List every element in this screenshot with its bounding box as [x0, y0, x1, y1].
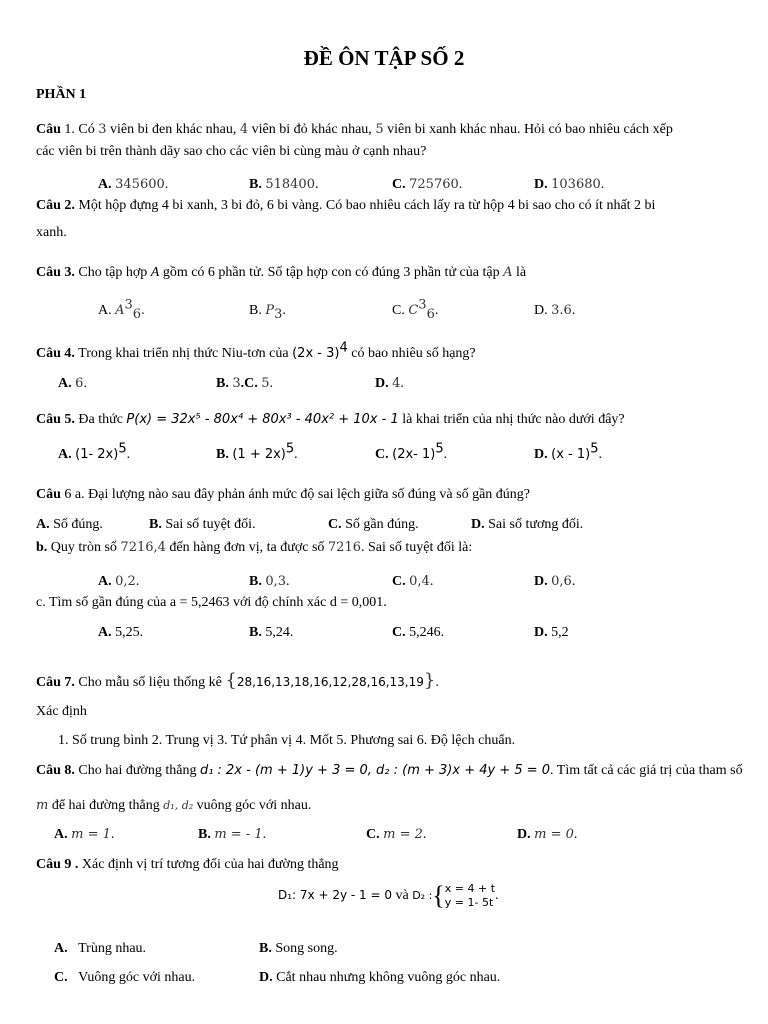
question-8-line-2: m để hai đường thẳng d₁, d₂ vuông góc với nhau. [36, 798, 312, 813]
question-5: Câu 5. Đa thức P(x) = 32x⁵ - 80x⁴ + 80x³ - 40x² + 10x - 1 là khai triển của nhị thức nào dưới đây? [36, 412, 625, 427]
q8-option-c: C. m = 2. [366, 827, 427, 842]
q6b-option-a: A. 0,2. [98, 574, 140, 589]
q4-option-b: B. 3.C. 5. [216, 376, 274, 391]
q6c-option-d: D. 5,2 [534, 625, 569, 640]
q8-option-b: B. m = - 1. [198, 827, 267, 842]
q6b-option-d: D. 0,6. [534, 574, 576, 589]
q1-option-b: B. 518400. [249, 177, 319, 192]
q6c-option-b: B. 5,24. [249, 625, 294, 640]
question-8: Câu 8. Cho hai đường thẳng d₁ : 2x - (m + 1)y + 3 = 0, d₂ : (m + 3)x + 4y + 5 = 0. Tìm tất cả các giá trị của tham số [36, 763, 743, 778]
q9-option-b: B. Song song. [259, 941, 338, 956]
q6b-option-c: C. 0,4. [392, 574, 434, 589]
question-6b: b. Quy tròn số 7216,4 đến hàng đơn vị, ta được số 7216. Sai số tuyệt đối là: [36, 540, 473, 555]
question-4: Câu 4. Trong khai triển nhị thức Niu-tơn của (2x - 3)$^4$ có bao nhiêu số hạng? [36, 340, 476, 361]
question-1-line-2: các viên bi trên thành dãy sao cho các viên bi cùng màu ở cạnh nhau? [36, 144, 427, 159]
question-9-lines: D₁: 7x + 2y - 1 = 0 và D₂ :{x = 4 + t y = 1- 5t . [278, 881, 499, 910]
q9-option-c: C. Vuông góc với nhau. [54, 970, 196, 985]
q6a-option-b: B. Sai số tuyệt đối. [149, 517, 256, 532]
q5-option-b: B. $(1 + 2x)^5$. [216, 441, 298, 462]
q3-option-c: C. $C^3_6$. [392, 297, 439, 322]
question-9: Câu 9 . Xác định vị trí tương đối của hai đường thẳng [36, 857, 339, 872]
q4-option-a: A. 6. [58, 376, 87, 391]
q1-option-d: D. 103680. [534, 177, 605, 192]
question-2-line-2: xanh. [36, 225, 67, 240]
q6a-option-c: C. Số gần đúng. [328, 517, 419, 532]
question-1: Câu 1. Có 3 viên bi đen khác nhau, 4 viên bi đỏ khác nhau, 5 viên bi xanh khác nhau. Hỏi có bao nhiêu cách xếp [36, 122, 673, 137]
q5-option-a: A. (1- 2x)$^5$. [58, 441, 131, 462]
q3-option-d: D. 3.6. [534, 303, 576, 318]
q6a-option-d: D. Sai số tương đối. [471, 517, 584, 532]
section-heading: PHẦN 1 [36, 87, 87, 102]
q9-option-d: D. Cắt nhau nhưng không vuông góc nhau. [259, 970, 501, 985]
q3-option-a: A. $A^3_6$. [98, 297, 145, 322]
q4-option-d: D. 4. [375, 376, 404, 391]
q9-option-a: A. Trùng nhau. [54, 941, 147, 956]
q5-option-d: D. (x - 1)$^5$. [534, 441, 602, 462]
question-6c: c. Tìm số gần đúng của a = 5,2463 với độ chính xác d = 0,001. [36, 595, 387, 610]
q6a-option-a: A. Số đúng. [36, 517, 103, 532]
question-7-items: 1. Số trung bình 2. Trung vị 3. Tứ phân vị 4. Mốt 5. Phương sai 6. Độ lệch chuẩn. [58, 733, 516, 748]
question-3: Câu 3. Cho tập hợp A gồm có 6 phần tử. Số tập hợp con có đúng 3 phần tử của tập A là [36, 265, 527, 280]
question-7: Câu 7. Cho mẫu số liệu thống kê {28,16,13,18,16,12,28,16,13,19}. [36, 670, 439, 691]
q5-option-c: C. (2x- 1)$^5$. [375, 441, 448, 462]
q6b-option-b: B. 0,3. [249, 574, 290, 589]
exam-title: ĐỀ ÔN TẬP SỐ 2 [303, 46, 465, 70]
q6c-option-c: C. 5,246. [392, 625, 445, 640]
q8-option-d: D. m = 0. [517, 827, 578, 842]
q3-option-b: B. $P_3$. [249, 303, 286, 322]
question-6a: Câu 6 a. Đại lượng nào sau đây phản ánh mức độ sai lệch giữa số đúng và số gần đúng? [36, 487, 531, 502]
question-2: Câu 2. Một hộp đựng 4 bi xanh, 3 bi đỏ, 6 bi vàng. Có bao nhiêu cách lấy ra từ hộp 4 bi sao cho có ít nhất 2 bi [36, 198, 656, 213]
q6c-option-a: A. 5,25. [98, 625, 144, 640]
q1-option-a: A. 345600. [98, 177, 169, 192]
q1-option-c: C. 725760. [392, 177, 463, 192]
q8-option-a: A. m = 1. [54, 827, 115, 842]
question-7-prompt: Xác định [36, 704, 87, 719]
